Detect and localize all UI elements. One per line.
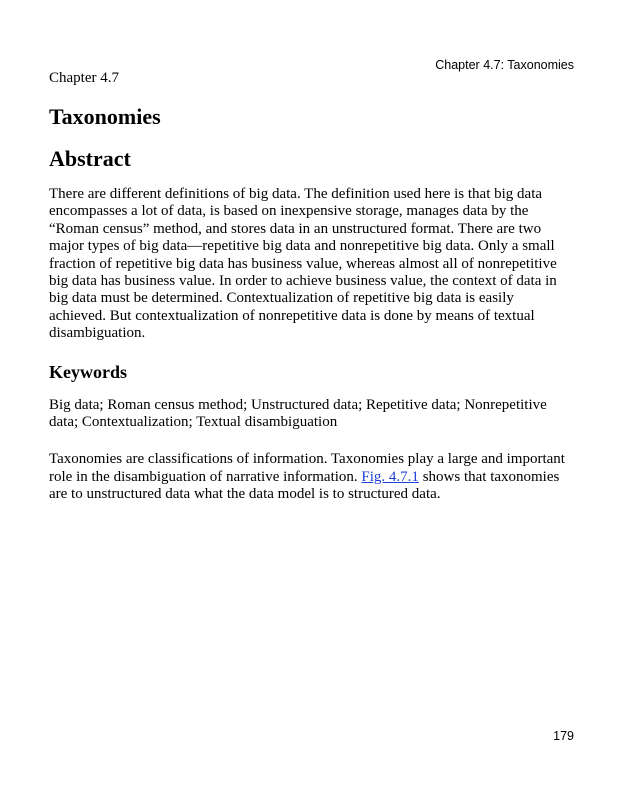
figure-link[interactable]: Fig. 4.7.1 [361, 468, 419, 485]
chapter-label: Chapter 4.7 [49, 70, 119, 86]
abstract-heading: Abstract [49, 146, 131, 171]
body-text-before-link: Taxonomies are classifications of information. Taxonomies play a large and important role in the disambiguation of narrative information. [49, 451, 565, 485]
chapter-title: Taxonomies [49, 104, 161, 129]
page-content [49, 69, 574, 504]
keywords-heading: Keywords [49, 361, 127, 382]
body-paragraph [49, 451, 574, 503]
keywords-list: Big data; Roman census method; Unstructured data; Repetitive data; Nonrepetitive data; Contextualization; Textual disambiguation [49, 396, 547, 431]
body-text-after-link: shows that taxonomies are to unstructured data what the data model is to structured data. [49, 468, 560, 503]
page-number: 179 [553, 729, 574, 743]
running-header: Chapter 4.7: Taxonomies [435, 58, 574, 72]
abstract-paragraph: There are different definitions of big data. The definition used here is that big data encompasses a lot of data, is based on inexpensive storage, manages data by the “Roman census” method, and stores data in an unstructured format. There are two major types of big data—repetitive big data and nonrepetitive big data. Only a small fraction of repetitive big data has business value, whereas almost all of nonrepetitive big data has business value. In order to achieve business value, the context of data in big data must be determined. Contextualization of repetitive big data is easily achieved. But contextualization of nonrepetitive data is done by means of textual disambiguation. [49, 186, 557, 342]
